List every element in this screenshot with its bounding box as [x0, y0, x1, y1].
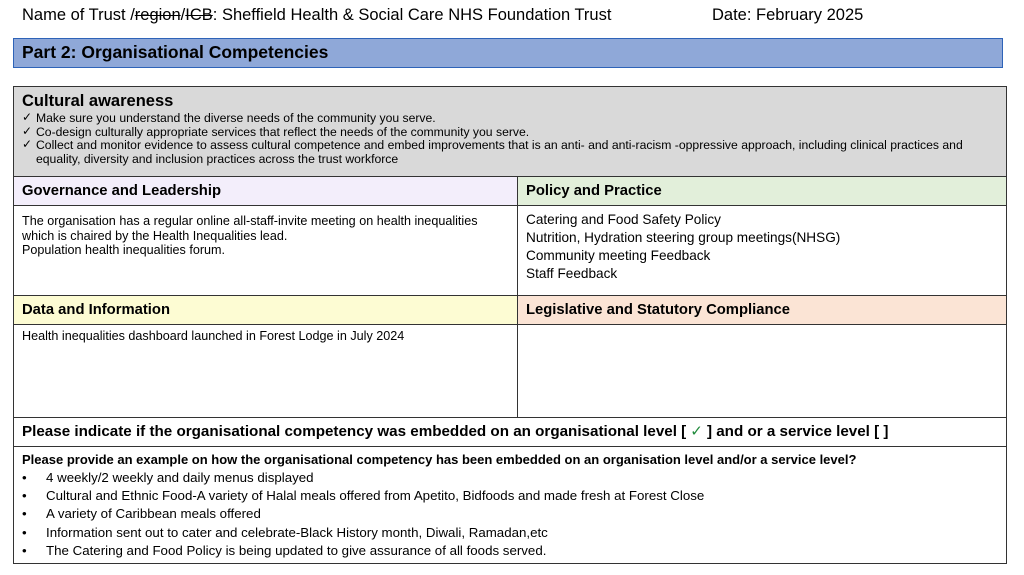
section-headings-row-1 [14, 177, 1006, 206]
section-headings-row-2 [14, 296, 1006, 325]
policy-body [518, 206, 1006, 295]
list-item: • Cultural and Ethnic Food-A variety of Halal meals offered from Apetito, Bidfoods and made fresh at Forest Close [22, 487, 998, 505]
list-item: • Information sent out to cater and celebrate-Black History month, Diwali, Ramadan,etc [22, 524, 998, 542]
governance-heading: Governance and Leadership [14, 177, 518, 205]
struck-icb: ICB [185, 6, 213, 24]
example-row [14, 447, 1006, 563]
legislative-body [518, 325, 1006, 417]
list-item: • 4 weekly/2 weekly and daily menus displayed [22, 469, 998, 487]
checkmark-icon: ✓ [22, 123, 33, 138]
trust-name: : Sheffield Health & Social Care NHS Foundation Trust [212, 6, 612, 24]
checkmark-icon: ✓ [22, 137, 33, 151]
governance-line: The organisation has a regular online all-staff-invite meeting on health inequalities which is chaired by the Health Inequalities lead. [22, 214, 478, 243]
struck-region: region [134, 6, 181, 24]
cultural-awareness-list [22, 112, 998, 166]
list-item: • The Catering and Food Policy is being updated to give assurance of all foods served. [22, 542, 998, 560]
checkmark-icon: ✓ [22, 110, 33, 124]
policy-line: Nutrition, Hydration steering group meetings(NHSG) [526, 230, 841, 245]
data-information-body [14, 325, 518, 417]
policy-line: Catering and Food Safety Policy [526, 212, 721, 227]
trust-name-line [22, 6, 611, 25]
governance-body [14, 206, 518, 295]
indicate-text-before: Please indicate if the organisational competency was embedded on an organisational level [ [22, 423, 687, 440]
list-item: ✓ Collect and monitor evidence to assess cultural competence and embed improvements that is an anti- and anti-racism -oppressive approach, including clinical practices and equality, diversity and inclusion practices across the trust workforce [22, 137, 963, 166]
data-information-heading: Data and Information [14, 296, 518, 324]
legislative-heading: Legislative and Statutory Compliance [518, 296, 1006, 324]
policy-line: Staff Feedback [526, 266, 618, 281]
trust-prefix: Name of Trust / [22, 6, 135, 24]
cultural-awareness-cell [14, 87, 1006, 176]
section-body-row-1 [14, 206, 1006, 296]
list-item: ✓ Make sure you understand the diverse needs of the community you serve. [22, 110, 436, 125]
indicate-level-statement [14, 418, 1006, 446]
example-question: Please provide an example on how the organisational competency has been embedded on an organisation level and/or a service level? [22, 452, 857, 467]
document-header [22, 6, 1012, 28]
part-title-banner: Part 2: Organisational Competencies [13, 38, 1003, 68]
policy-line: Community meeting Feedback [526, 248, 711, 263]
policy-heading: Policy and Practice [518, 177, 1006, 205]
competency-table [13, 86, 1007, 564]
checkmark-icon: ✓ [690, 423, 703, 440]
indicate-row [14, 418, 1006, 447]
cultural-awareness-row [14, 87, 1006, 177]
section-body-row-2 [14, 325, 1006, 418]
cultural-awareness-title: Cultural awareness [22, 92, 174, 110]
indicate-text-after: ] and or a service level [ ] [706, 423, 889, 440]
data-information-line: Health inequalities dashboard launched in Forest Lodge in July 2024 [22, 329, 405, 343]
document-date: Date: February 2025 [712, 6, 864, 24]
governance-line: Population health inequalities forum. [22, 243, 226, 257]
example-cell [14, 447, 1006, 563]
trust-separator: / [180, 6, 186, 24]
list-item: • A variety of Caribbean meals offered [22, 505, 998, 523]
example-list [22, 469, 998, 560]
list-item: ✓ Co-design culturally appropriate services that reflect the needs of the community you serve. [22, 123, 530, 139]
